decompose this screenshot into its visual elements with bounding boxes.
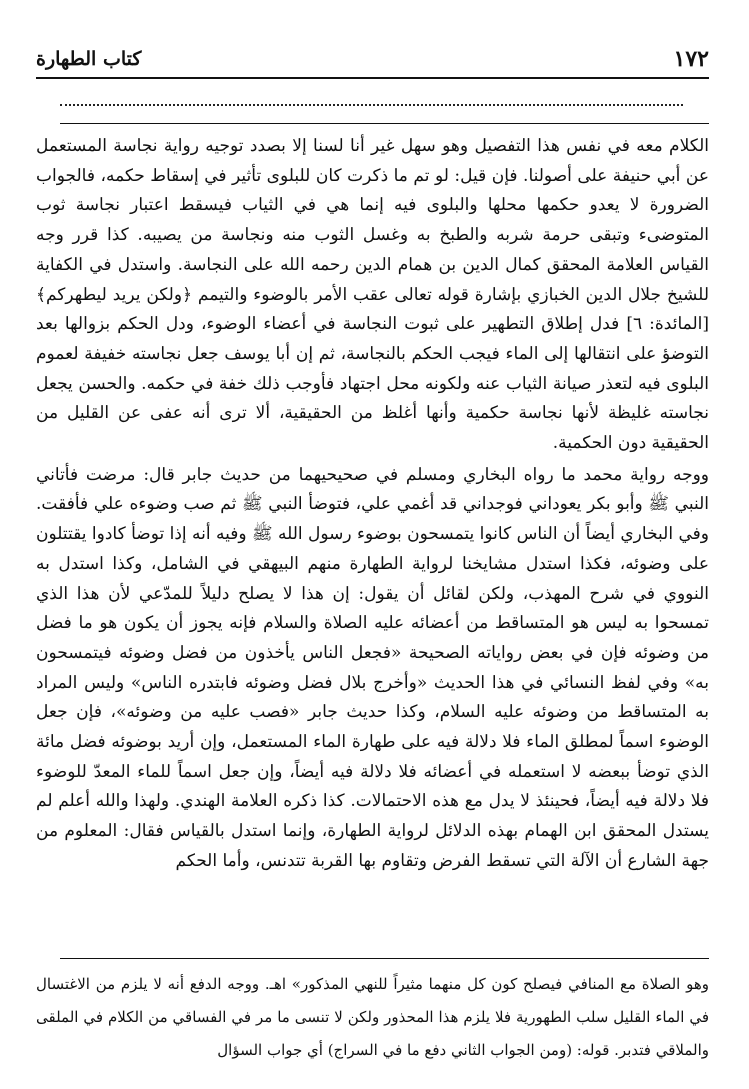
- header-rule: [36, 77, 709, 79]
- paragraph-1: الكلام معه في نفس هذا التفصيل وهو سهل غير أنا لسنا إلا بصدد توجيه رواية نجاسة المستعمل عن أبي حنيفة على أصولنا. فإن قيل: لو تم ما ذكرت كان للبلوى تأثير في إسقاط حكمه، فالجواب الضرورة لا يعدو حكمها محلها والبلوى فيه إنما هي في الثياب فيسقط اعتبار نجاسة ثوب المتوضىء وتبقى حرمة شربه والطبخ به وغسل الثوب منه ونجاسة من يصيبه. كذا قرر وجه القياس العلامة المحقق كمال الدين بن همام الدين رحمه الله على النجاسة. واستدل في الكفاية للشيخ جلال الدين الخبازي بإشارة قوله تعالى عقب الأمر بالوضوء والتيمم ﴿ولكن يريد ليطهركم﴾[المائدة: ٦] فدل إطلاق التطهير على ثبوت النجاسة في أعضاء الوضوء، ودل الحكم بزوالها بعد التوضؤ على انتقالها إلى الماء فيجب الحكم بالنجاسة، ثم إن أبا يوسف جعل نجاسته خفيفة لعموم البلوى فيه لتعذر صيانة الثياب عنه ولكونه محل اجتهاد فأوجب ذلك خفة في حكمه. والحسن يجعل نجاسته غليظة لأنها نجاسة حكمية وأنها أغلظ من الحقيقية، ألا ترى أنه عفى عن القليل من الحقيقية دون الحكمية.: [36, 136, 709, 454]
- page-number: ١٧٢: [673, 46, 709, 72]
- paragraph-2: ووجه رواية محمد ما رواه البخاري ومسلم في صحيحيهما من حديث جابر قال: مرضت فأتاني النبي ﷺ وأبو بكر يعوداني فوجداني قد أغمي علي، فتوضأ النبي ﷺ ثم صب وضوءه علي فأفقت. وفي البخاري أيضاً أن الناس كانوا يتمسحون بوضوء رسول الله ﷺ وفيه أنه إذا توضأ كادوا يقتتلون على وضوئه، فكذا استدل مشايخنا لرواية الطهارة منهم البيهقي في الشامل، وكذا استدل به النووي في شرح المهذب، ولكن لقائل أن يقول: إن هذا لا يصلح دليلاً للمدّعي لأن هذا الذي تمسحوا به ليس هو المتساقط من أعضائه عليه الصلاة والسلام فإنه يجوز أن يكون هو ما فضل من وضوئه فإن في بعض رواياته الصحيحة «فجعل الناس يأخذون من فضل وضوئه فيتمسحون به» وفي لفظ النسائي في هذا الحديث «وأخرج بلال فضل وضوئه فابتدره الناس» وليس المراد به المتساقط من وضوئه عليه السلام، وكذا حديث جابر «فصب عليه من وضوئه»، فإن جعل الوضوء اسماً لمطلق الماء فلا دلالة فيه على طهارة الماء المستعمل، وإن أريد بوضوئه فضل مائة الذي توضأ ببعضه لا استعمله في أعضائه فلا دلالة فيه أيضاً، وإن جعل اسماً للماء المعدّ للوضوء فلا دلالة فيه أيضاً، فحينئذ لا يدل مع هذه الاحتمالات. كذا ذكره العلامة الهندي. ولهذا والله أعلم لم يستدل المحقق ابن الهمام بهذه الدلائل لرواية الطهارة، وإنما استدل بالقياس فقال: المعلوم من جهة الشارع أن الآلة التي تسقط الفرض وتقاوم بها القربة تتدنس، وأما الحكم: [36, 464, 709, 871]
- footnote-text: وهو الصلاة مع المنافي فيصلح كون كل منهما مثيراً للنهي المذكور» اهـ. ووجه الدفع أنه لا يلزم من الاغتسال في الماء القليل سلب الطهورية فلا يلزم هذا المحذور ولكن لا تنسى ما مر في الفساقي من الكلام في الملقى والملاقي فتدبر. قوله: (ومن الجواب الثاني دفع ما في السراج) أي جواب السؤال: [36, 975, 709, 1059]
- footnote: [36, 968, 709, 1067]
- book-title: كتاب الطهارة: [36, 48, 142, 70]
- page-header: [36, 44, 709, 78]
- footnote-rule: [60, 958, 709, 959]
- content-top-rule: [60, 123, 709, 124]
- main-text: [36, 132, 709, 877]
- dotted-separator: [60, 104, 683, 106]
